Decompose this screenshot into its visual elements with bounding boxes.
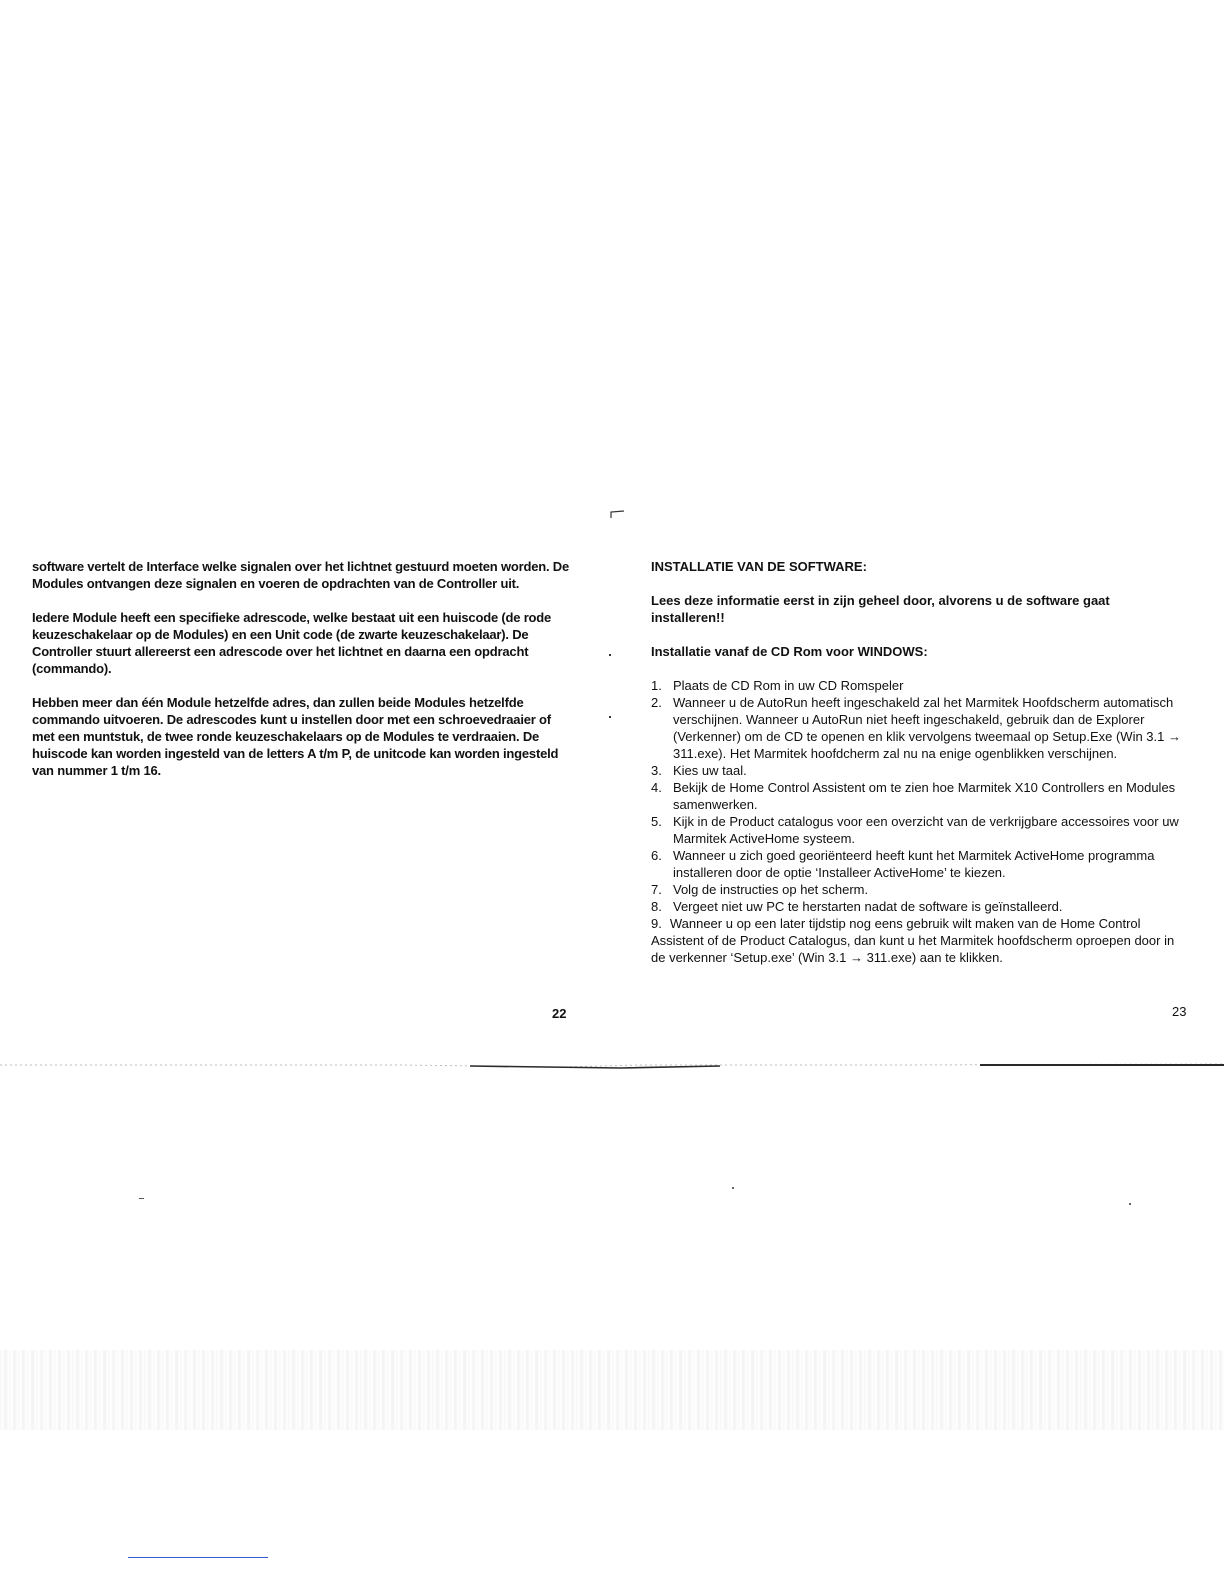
blue-underline [128,1557,268,1558]
subsection-heading: Installatie vanaf de CD Rom voor WINDOWS: [651,644,928,659]
paragraph: software vertelt de Interface welke signalen over het lichtnet gestuurd moeten worden. De Modules ontvangen deze signalen en voeren de opdrachten van de Controller uit. [32,559,570,591]
step-text: Wanneer u zich goed georiënteerd heeft kunt het Marmitek ActiveHome programma installeren door de optie ‘Installeer ActiveHome’ te kiezen. [673,848,1155,880]
list-item [651,881,1181,898]
step-text: Bekijk de Home Control Assistent om te zien hoe Marmitek X10 Controllers en Modules samenwerken. [673,780,1176,812]
step-text: Wanneer u de AutoRun heeft ingeschakeld zal het Marmitek Hoofdscherm automatisch verschijnen. Wanneer u AutoRun niet heeft ingeschakeld, gebruik dan de Explorer (Verkenner) om de CD te openen en klik vervolgens tweemaal op Setup.Exe (Win 3.1 → 311.exe). Het Marmitek hoofdcherm zal nu na enige ogenblikken verschijnen. [673,695,1181,761]
step-number: 2. [651,695,662,710]
page-number-left: 22 [552,1006,567,1021]
step-text: Kies uw taal. [673,763,747,778]
list-item [651,813,1181,847]
step-number: 7. [651,882,662,897]
step-number: 3. [651,763,662,778]
dot-mark [609,716,611,718]
left-page-body [32,558,572,796]
page-number-right: 23 [1172,1004,1187,1019]
step-number: 1. [651,678,662,693]
section-heading: INSTALLATIE VAN DE SOFTWARE: [651,559,867,574]
step-text: Kijk in de Product catalogus voor een overzicht van de verkrijgbare accessoires voor uw Marmitek ActiveHome systeem. [673,814,1179,846]
list-item [651,915,1181,966]
dot-mark [732,1187,734,1189]
list-item [651,677,1181,694]
paragraph: Iedere Module heeft een specifieke adrescode, welke bestaat uit een huiscode (de rode keuzeschakelaar op de Modules) en een Unit code (de zwarte keuzeschakelaar). De Controller stuurt allereerst een adrescode over het lichtnet en daarna een opdracht (commando). [32,610,552,676]
step-number: 4. [651,780,662,795]
list-item [651,847,1181,881]
step-number: 5. [651,814,662,829]
warning-text: Lees deze informatie eerst in zijn geheel door, alvorens u de software gaat installeren!! [651,593,1110,625]
scan-noise [0,1350,1224,1430]
step-number: 6. [651,848,662,863]
step-number: 8. [651,899,662,914]
dot-mark [1129,1203,1131,1205]
list-item [651,694,1181,762]
dot-mark [139,1198,144,1199]
step-text: Volg de instructies op het scherm. [673,882,869,897]
step-text: Vergeet niet uw PC te herstarten nadat de software is geïnstalleerd. [673,899,1063,914]
step-number: 9. [651,916,662,931]
list-item [651,779,1181,813]
dot-mark [609,654,611,656]
right-page-body [651,558,1181,966]
step-text: Wanneer u op een later tijdstip nog eens gebruik wilt maken van de Home Control Assistent of de Product Catalogus, dan kunt u het Marmitek hoofdscherm oproepen door in de verkenner ‘Setup.exe’ (Win 3.1 → 311.exe) aan te klikken. [651,916,1175,965]
crop-mark [610,510,626,520]
list-item [651,898,1181,915]
scan-edge-line [0,1062,1224,1072]
step-text: Plaats de CD Rom in uw CD Romspeler [673,678,904,693]
paragraph: Hebben meer dan één Module hetzelfde adres, dan zullen beide Modules hetzelfde commando uitvoeren. De adrescodes kunt u instellen door met een schroevedraaier of met een muntstuk, de twee ronde keuzeschakelaars op de Modules te verdraaien. De huiscode kan worden ingesteld van de letters A t/m P, de unitcode kan worden ingesteld van nummer 1 t/m 16. [32,695,559,778]
installation-steps [651,677,1181,966]
list-item [651,762,1181,779]
